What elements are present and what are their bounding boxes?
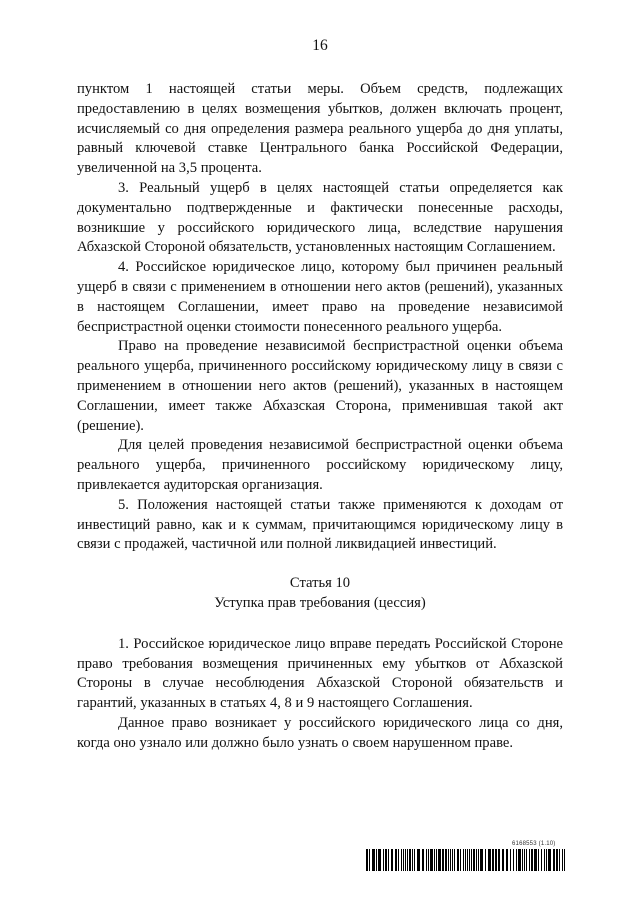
barcode-bar <box>467 849 468 871</box>
barcode-bar <box>471 849 472 871</box>
barcode-bar <box>460 849 461 871</box>
barcode-bar <box>478 849 479 871</box>
barcode-bar <box>522 849 523 871</box>
barcode-bar <box>495 849 497 871</box>
barcode-bar <box>476 849 477 871</box>
barcode-bar <box>407 849 408 871</box>
barcode-bar <box>366 849 368 871</box>
paragraph: Право на проведение независимой беспристрастной оценки объема реального ущерба, причиненного российскому юридическому лицу в связи с применением в отношении него актов (решений), указанных в настоящем Соглашении, имеет также Абхазская Сторона, применившая такой акт (решение). <box>77 338 563 434</box>
barcode-bar <box>452 849 453 871</box>
barcode-bar <box>485 849 486 871</box>
barcode-bar <box>454 849 455 871</box>
barcode-bar <box>564 849 565 871</box>
barcode-bar <box>405 849 406 871</box>
article-number: Статья 10 <box>289 575 351 592</box>
barcode-bar <box>436 849 437 871</box>
barcode-bar <box>434 849 435 871</box>
barcode-bar <box>524 849 525 871</box>
barcode-bar <box>473 849 475 871</box>
barcode-bar <box>378 849 381 871</box>
barcode-bar <box>403 849 404 871</box>
barcode-bar <box>388 849 389 871</box>
barcode-bar <box>529 849 530 871</box>
barcode-icon <box>366 849 566 871</box>
barcode-bar <box>414 849 415 871</box>
barcode-bar <box>556 849 558 871</box>
barcode-bar <box>409 849 411 871</box>
article-paragraph: Данное право возникает у российского юридического лица со дня, когда оно узнало или должно было узнать о своем нарушенном праве. <box>77 714 563 751</box>
barcode-bar <box>385 849 387 871</box>
barcode-bar <box>465 849 466 871</box>
barcode-bar <box>518 849 521 871</box>
barcode-bar <box>426 849 427 871</box>
barcode-bar <box>492 849 494 871</box>
barcode-bar <box>450 849 451 871</box>
paragraph: Для целей проведения независимой беспристрастной оценки объема реального ущерба, причиненного российскому юридическому лицу, привлекается аудиторская организация. <box>77 437 563 493</box>
barcode-bar <box>398 849 399 871</box>
barcode-bar <box>531 849 533 871</box>
barcode-bar <box>534 849 537 871</box>
barcode-bar <box>457 849 459 871</box>
barcode-bar <box>445 849 447 871</box>
barcode-bar <box>506 849 508 871</box>
barcode-bar <box>422 849 424 871</box>
paragraph-continuation: пунктом 1 настоящей статьи меры. Объем средств, подлежащих предоставлению в целях возмещения убытков, должен включать процент, исчисляемый со дня определения размера реального ущерба до дня уплаты, равный ключевой ставке Центрального банка Российской Федерации, увеличенной на 3,5 процента. <box>77 81 563 177</box>
article-paragraph-item-1: 1. Российское юридическое лицо вправе передать Российской Стороне право требования возмещения причиненных ему убытков от Абхазской Стороны в случае несоблюдения Абхазской Стороной обязательств и гарантий, указанных в статьях 4, 8 и 9 настоящего Соглашения. <box>77 635 563 712</box>
barcode-bar <box>480 849 483 871</box>
barcode-bar <box>369 849 370 871</box>
barcode-bar <box>559 849 560 871</box>
barcode-bar <box>541 849 542 871</box>
barcode-bar <box>376 849 377 871</box>
barcode-bar <box>510 849 511 871</box>
barcode-bar <box>448 849 449 871</box>
barcode-bar <box>412 849 413 871</box>
barcode-bar <box>513 849 514 871</box>
barcode-bar <box>430 849 433 871</box>
document-code: 6168553 (1.10) <box>512 841 556 847</box>
barcode-bar <box>469 849 470 871</box>
barcode-bar <box>417 849 420 871</box>
barcode-bar <box>463 849 464 871</box>
barcode-bar <box>442 849 444 871</box>
barcode-bar <box>488 849 491 871</box>
barcode-bar <box>546 849 547 871</box>
barcode-bar <box>516 849 517 871</box>
barcode-bar <box>553 849 555 871</box>
barcode-bar <box>562 849 563 871</box>
barcode-bar <box>526 849 527 871</box>
paragraph-item-5: 5. Положения настоящей статьи также применяются к доходам от инвестиций равно, как и к суммам, причитающимся юридическому лицу в связи с продажей, частичной или полной ликвидацией инвестиций. <box>77 496 563 553</box>
barcode-bar <box>498 849 500 871</box>
barcode-bar <box>438 849 441 871</box>
article-title: Уступка прав требования (цессия) <box>214 594 426 611</box>
barcode-bar <box>544 849 545 871</box>
barcode-bar <box>395 849 397 871</box>
barcode-bar <box>538 849 539 871</box>
paragraph-item-3: 3. Реальный ущерб в целях настоящей статьи определяется как документально подтвержденные и фактически понесенные расходы, возникшие у российского юридического лица, вследствие нарушения Абхазской Стороной обязательств, установленных настоящим Соглашением. <box>77 179 563 256</box>
page-number: 16 <box>312 37 328 54</box>
document-body <box>77 80 563 754</box>
barcode-bar <box>502 849 504 871</box>
paragraph-item-4: 4. Российское юридическое лицо, которому был причинен реальный ущерб в связи с применением в отношении него актов (решений), указанных в настоящем Соглашении, имеет право на проведение независимой беспристрастной оценки стоимости понесенного реального ущерба. <box>77 259 563 335</box>
barcode-bar <box>428 849 429 871</box>
barcode-bar <box>383 849 384 871</box>
barcode-bar <box>372 849 375 871</box>
barcode-bar <box>401 849 402 871</box>
barcode-bar <box>548 849 551 871</box>
barcode-bar <box>391 849 393 871</box>
spacer <box>77 614 563 635</box>
